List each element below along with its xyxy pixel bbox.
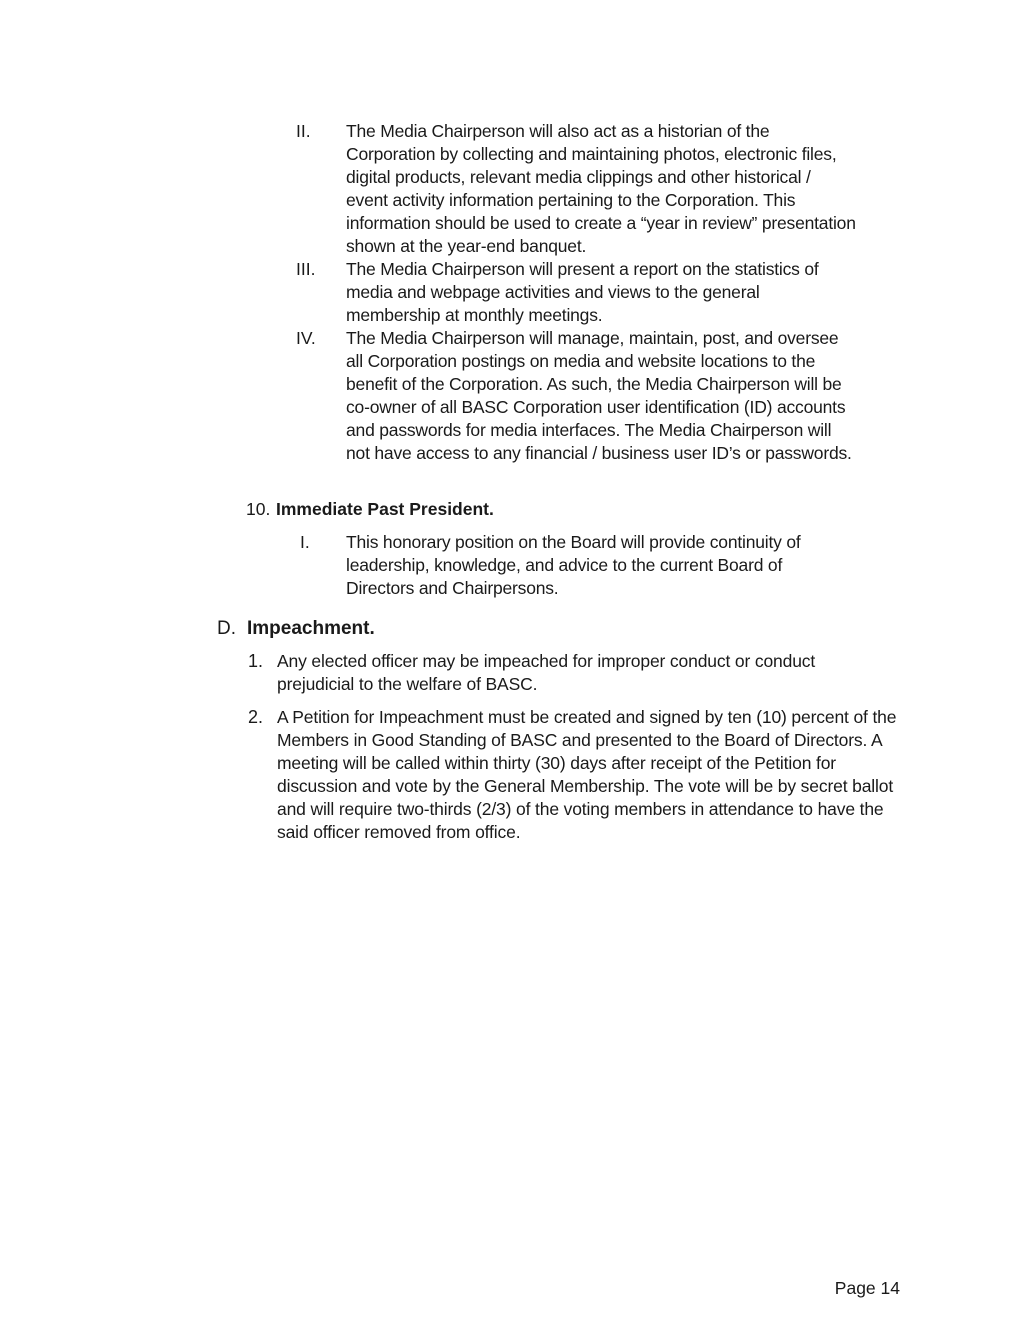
list-number: 1. [248, 651, 264, 671]
section-number: 10. [246, 499, 271, 519]
list-item-text: The Media Chairperson will manage, maintain, post, and oversee all Corporation postings on media and website locations to the benefit of the Corporation. As such, the Media Chairperson will be co-owner of all BASC Corporation user identification (ID) accounts and passwords for media interfaces. The Media Chairperson will not have access to any financial / business user ID’s or passwords. [346, 328, 852, 463]
list-numeral: I. [300, 532, 310, 552]
list-item-text: This honorary position on the Board will provide continuity of leadership, knowledge, and advice to the current Board of Directors and Chairpersons. [346, 532, 801, 598]
list-number: 2. [248, 707, 264, 727]
list-item-text: The Media Chairperson will also act as a historian of the Corporation by collecting and maintaining photos, electronic files, digital products, relevant media clippings and other historical / event activity information pertaining to the Corporation. This information should be used to create a “year in review” presentation shown at the year-end banquet. [346, 121, 856, 256]
section-title: Impeachment. [247, 618, 375, 639]
list-item-text: Any elected officer may be impeached for improper conduct or conduct prejudicial to the welfare of BASC. [277, 651, 816, 694]
list-item-text: The Media Chairperson will present a report on the statistics of media and webpage activities and views to the general membership at monthly meetings. [346, 259, 819, 325]
list-numeral: IV. [296, 328, 316, 348]
section-10-heading [246, 498, 494, 521]
section-title: Immediate Past President. [276, 499, 494, 519]
list-numeral: II. [296, 121, 311, 141]
section-d-heading [217, 617, 375, 641]
list-numeral: III. [296, 259, 316, 279]
section-letter: D. [217, 618, 236, 639]
list-item-text: A Petition for Impeachment must be created and signed by ten (10) percent of the Members in Good Standing of BASC and presented to the Board of Directors. A meeting will be called within thirty (30) days after receipt of the Petition for discussion and vote by the General Membership. The vote will be by secret ballot and will require two-thirds (2/3) of the voting members in attendance to have the said officer removed from office. [277, 707, 897, 842]
page-number: Page 14 [834, 1278, 900, 1298]
